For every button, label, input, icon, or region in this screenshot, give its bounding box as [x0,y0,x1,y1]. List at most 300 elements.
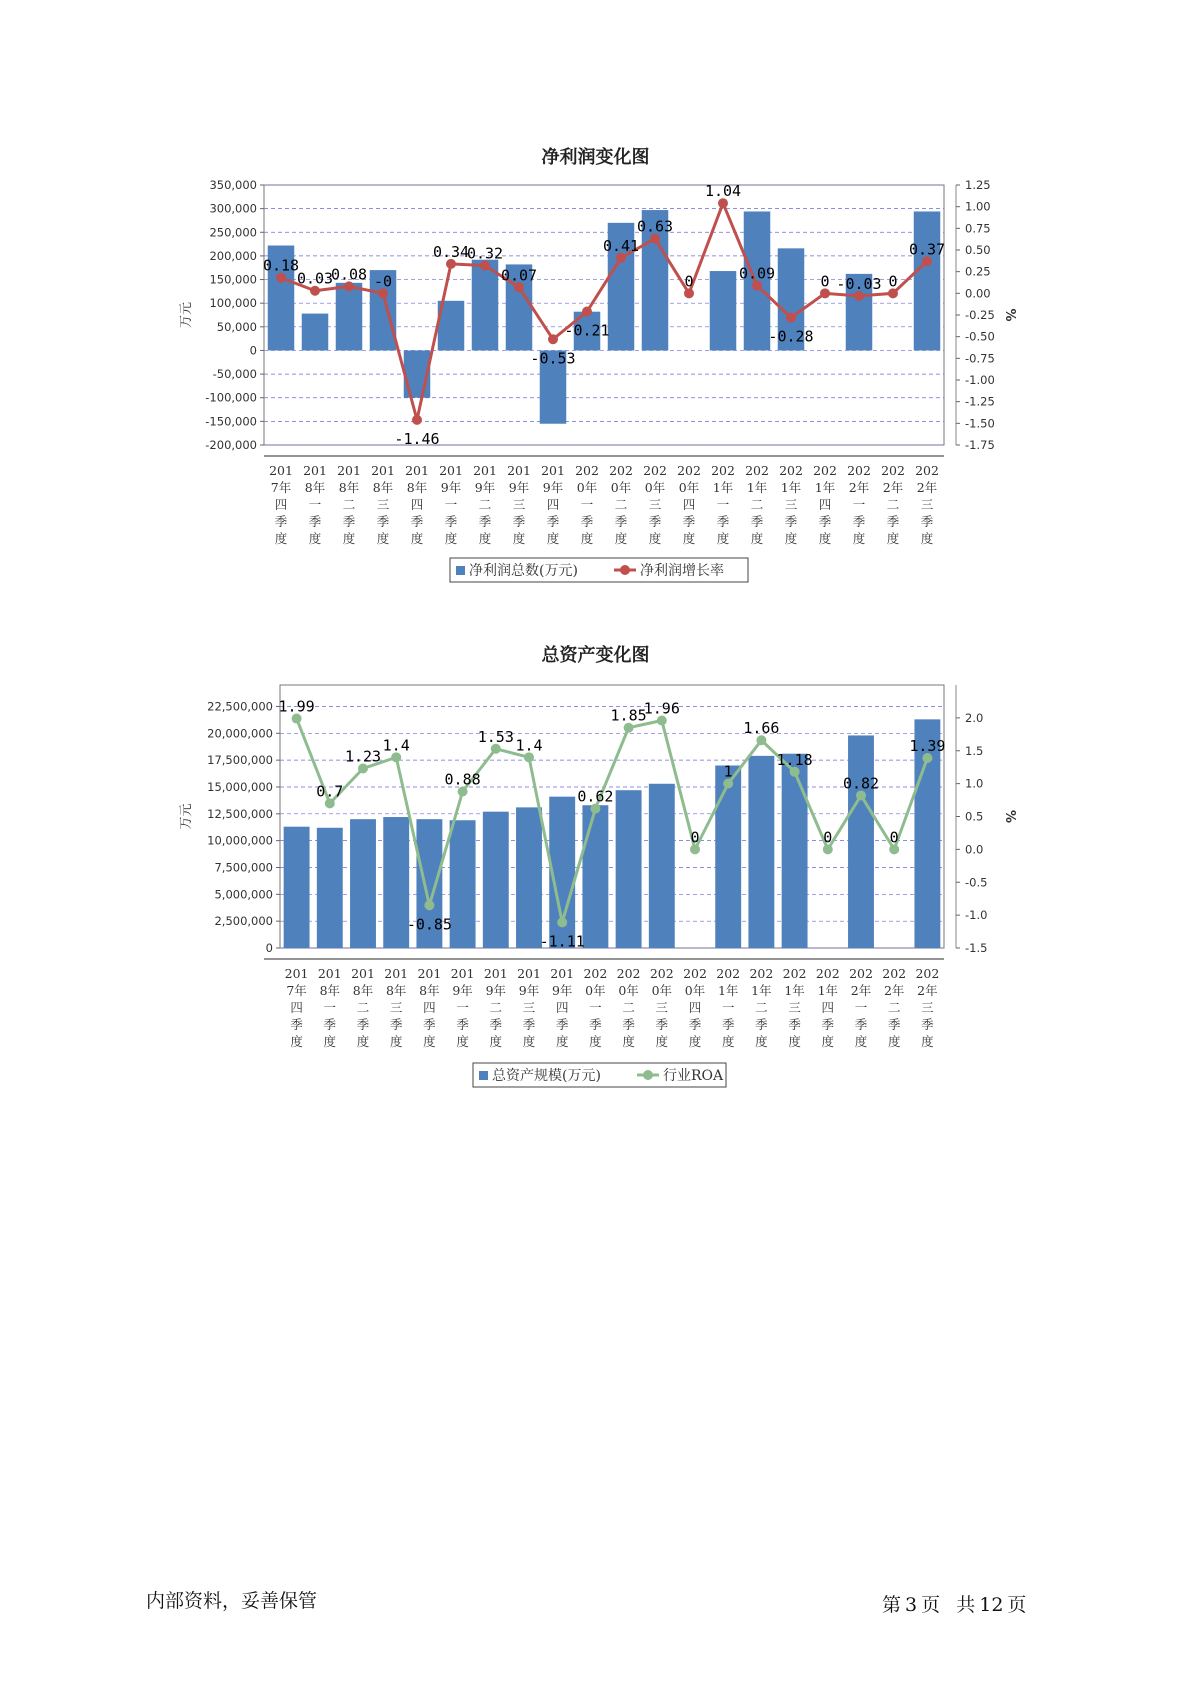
x-tick-label: 8年 [406,480,428,495]
x-tick-label: 201 [450,966,475,981]
legend-bar-label: 总资产规模(万元) [492,1068,601,1084]
page-prefix: 第 [882,1594,902,1616]
x-tick-label: 9年 [508,480,530,495]
x-tick-label: 202 [882,966,907,981]
data-label: 0.88 [444,770,481,789]
legend-bar-swatch [456,566,465,575]
x-tick-label: 0年 [684,983,706,998]
x-tick-label: 8年 [419,983,440,998]
x-tick-label: 9年 [551,983,573,998]
bar [483,812,509,948]
x-tick-label: 季 [489,1017,503,1032]
data-label: -0.28 [768,327,814,346]
y2-tick-label: 0.75 [965,221,991,236]
y2-tick-label: 1.0 [965,776,984,791]
data-label: -0.03 [836,274,882,293]
x-tick-label: 202 [847,463,871,478]
x-tick-label: 三 [784,497,798,512]
x-tick-label: 四 [821,1000,835,1015]
data-label: -0 [373,272,393,291]
data-label: 0.63 [636,217,674,236]
confidential-note: 内部资料，妥善保管 [146,1590,318,1612]
y-tick-label: 100,000 [209,296,257,311]
data-label: 0.34 [432,242,470,261]
x-tick-label: 201 [517,966,541,981]
x-tick-label: 季 [589,1017,602,1032]
data-label: 0.08 [330,265,368,284]
x-tick-label: 三 [920,497,934,512]
x-tick-label: 季 [750,514,764,529]
x-tick-label: 0年 [576,480,598,495]
x-tick-label: 度 [555,1034,569,1049]
x-tick-label: 7年 [270,480,292,495]
x-tick-label: 季 [716,514,730,529]
line-point [582,307,592,317]
bar [284,827,310,948]
bar [350,819,376,948]
x-tick-label: 二 [614,497,628,512]
x-tick-label: 四 [423,1000,436,1015]
data-label: 0 [820,272,830,291]
x-tick-label: 度 [444,531,458,546]
x-tick-label: 度 [688,1034,702,1049]
data-label: 1.4 [515,736,543,755]
data-label: 1.85 [610,706,647,725]
y-tick-label: 17,500,000 [207,753,273,768]
x-tick-label: 2年 [917,983,938,998]
x-tick-label: 度 [478,531,492,546]
data-label: 0 [684,272,694,291]
x-tick-label: 1年 [717,983,739,998]
data-label: -1.46 [394,429,440,448]
x-tick-label: 季 [356,1017,370,1032]
x-tick-label: 三 [921,1000,934,1015]
data-label: 0.07 [500,266,538,285]
bar [914,211,941,350]
total-prefix: 共 [956,1594,976,1616]
x-tick-label: 季 [682,514,696,529]
x-tick-label: 季 [308,514,322,529]
x-tick-label: 201 [384,966,409,981]
y-tick-label: -100,000 [205,390,257,405]
y2-tick-label: -1.0 [965,908,988,923]
x-tick-label: 0年 [644,480,666,495]
y2-tick-label: 0.25 [965,264,991,279]
x-tick-label: 季 [512,514,526,529]
x-tick-label: 1年 [712,480,734,495]
y2-tick-label: -1.5 [965,941,988,955]
x-tick-label: 202 [683,966,707,981]
y-tick-label: 300,000 [209,201,257,216]
y-tick-label: 7,500,000 [214,860,273,875]
y-axis-title: 万元 [179,803,194,830]
data-label: 0 [888,272,898,291]
x-tick-label: 度 [622,1034,635,1049]
x-tick-label: 9年 [485,983,507,998]
x-tick-label: 季 [688,1017,702,1032]
x-tick-label: 季 [522,1017,536,1032]
x-tick-label: 1年 [784,983,805,998]
y-tick-label: 200,000 [209,248,257,263]
x-tick-label: 度 [716,531,730,546]
x-tick-label: 度 [489,1034,503,1049]
x-tick-label: 季 [614,514,628,529]
x-tick-label: 四 [682,497,696,512]
x-tick-label: 四 [290,1000,303,1015]
x-tick-label: 度 [546,531,560,546]
x-tick-label: 9年 [518,983,540,998]
x-tick-label: 季 [456,1017,469,1032]
x-tick-label: 202 [716,966,741,981]
y2-tick-label: -0.50 [965,329,995,344]
x-tick-label: 202 [782,966,807,981]
x-tick-label: 202 [643,463,667,478]
x-tick-label: 三 [376,497,390,512]
x-tick-label: 季 [622,1017,635,1032]
x-tick-label: 三 [648,497,662,512]
x-tick-label: 8年 [372,480,394,495]
x-tick-label: 一 [308,497,322,512]
legend-line-label: 行业ROA [663,1068,724,1084]
x-tick-label: 9年 [474,480,496,495]
x-tick-label: 季 [920,514,934,529]
x-tick-label: 二 [750,497,764,512]
x-tick-label: 2年 [850,983,872,998]
data-label: 1.96 [643,699,680,718]
x-tick-label: 度 [920,531,934,546]
data-label: 1.99 [278,697,315,716]
x-tick-label: 三 [655,1000,669,1015]
data-label: -0.85 [406,915,452,934]
x-tick-label: 四 [555,1000,569,1015]
x-tick-label: 一 [456,1000,469,1015]
y-tick-label: -150,000 [205,414,257,429]
y2-tick-label: 1.00 [965,199,991,214]
y-tick-label: 20,000,000 [207,726,273,741]
y-tick-label: 15,000,000 [207,779,273,794]
x-tick-label: 201 [405,463,429,478]
x-tick-label: 202 [849,966,873,981]
y-tick-label: 12,500,000 [207,806,273,821]
x-tick-label: 季 [887,1017,901,1032]
x-tick-label: 8年 [352,983,374,998]
data-label: 0.03 [296,269,334,288]
y-tick-label: 150,000 [209,272,257,287]
bar [582,805,608,948]
x-tick-label: 季 [821,1017,835,1032]
y-axis-title: 万元 [179,301,194,329]
total-unit: 页 [1007,1594,1027,1616]
x-tick-label: 度 [342,531,356,546]
x-tick-label: 度 [784,531,798,546]
x-tick-label: 201 [439,463,463,478]
x-tick-label: 季 [478,514,492,529]
x-tick-label: 2年 [848,480,870,495]
data-label: 1.04 [704,182,742,201]
data-label: 0 [889,828,899,847]
y2-axis-title: % [1002,809,1017,824]
x-tick-label: 202 [583,966,608,981]
x-tick-label: 2年 [883,983,905,998]
data-label: 0.41 [602,236,640,255]
line-point [786,313,796,323]
x-tick-label: 度 [755,1034,768,1049]
y2-tick-label: -0.25 [965,308,995,322]
x-tick-label: 8年 [304,480,326,495]
legend-line-marker [620,565,630,575]
y2-tick-label: 0.00 [965,286,991,301]
x-tick-label: 202 [711,463,735,478]
x-tick-label: 季 [784,514,798,529]
x-tick-label: 度 [614,531,628,546]
data-label: 1.53 [477,727,514,746]
x-tick-label: 度 [522,1034,536,1049]
x-tick-label: 度 [854,1034,868,1049]
x-tick-label: 202 [779,463,803,478]
x-tick-label: 度 [274,531,288,546]
line-point [548,334,558,344]
x-tick-label: 201 [473,463,497,478]
x-tick-label: 7年 [286,983,307,998]
line-point [557,917,567,927]
y-tick-label: 10,000,000 [207,833,273,848]
y2-tick-label: 2.0 [965,710,984,725]
y2-tick-label: 0.0 [965,842,984,857]
bar [317,828,343,948]
y2-tick-label: 0.5 [965,809,984,824]
x-tick-label: 二 [489,1000,503,1015]
x-tick-label: 三 [512,497,526,512]
y-tick-label: 0 [249,343,257,358]
x-tick-label: 度 [323,1034,337,1049]
x-tick-label: 三 [389,1000,403,1015]
y2-tick-label: -0.75 [965,351,995,366]
line-point [412,415,422,425]
data-label: 1.23 [344,747,382,766]
page-indicator [880,1590,1028,1617]
data-label: 0 [690,828,700,847]
x-tick-label: 202 [609,463,633,478]
x-tick-label: 1年 [746,480,768,495]
x-tick-label: 二 [622,1000,635,1015]
x-tick-label: 8年 [319,983,341,998]
x-tick-label: 季 [818,514,832,529]
bar [748,756,774,948]
y-tick-label: 250,000 [209,225,257,240]
x-tick-label: 季 [323,1017,337,1032]
data-label: 1.66 [743,719,780,738]
x-tick-label: 201 [483,966,508,981]
x-tick-label: 季 [376,514,390,529]
y2-tick-label: -0.5 [965,875,988,890]
legend-bar-label: 净利润总数(万元) [469,563,578,579]
x-tick-label: 度 [356,1034,370,1049]
x-tick-label: 一 [589,1000,602,1015]
x-tick-label: 季 [342,514,356,529]
x-tick-label: 度 [410,531,424,546]
data-label: 1.39 [909,736,946,755]
legend-line-label: 净利润增长率 [640,563,724,579]
x-tick-label: 度 [682,531,696,546]
x-tick-label: 季 [854,1017,868,1032]
x-tick-label: 0年 [678,480,700,495]
x-tick-label: 201 [317,966,342,981]
x-tick-label: 二 [887,1000,901,1015]
x-tick-label: 度 [389,1034,403,1049]
bar [715,766,741,948]
y2-axis-title: % [1002,308,1017,322]
x-tick-label: 度 [512,531,526,546]
x-tick-label: 度 [852,531,866,546]
data-label: -0.21 [564,321,610,340]
x-tick-label: 202 [616,966,641,981]
x-tick-label: 一 [852,497,866,512]
x-tick-label: 2年 [882,480,904,495]
x-tick-label: 季 [921,1017,934,1032]
x-tick-label: 季 [755,1017,768,1032]
y-tick-label: 22,500,000 [207,699,273,714]
bar [516,807,542,948]
x-tick-label: 季 [886,514,900,529]
x-tick-label: 度 [376,531,390,546]
x-tick-label: 季 [555,1017,569,1032]
x-tick-label: 度 [721,1034,735,1049]
bar [848,735,874,948]
data-label: 0.32 [466,244,504,263]
x-tick-label: 二 [356,1000,370,1015]
y-tick-label: 50,000 [216,319,257,334]
page-total: 12 [979,1594,1004,1616]
y2-tick-label: -1.50 [965,416,995,431]
x-tick-label: 201 [351,966,375,981]
data-label: 0.7 [316,782,344,801]
x-tick-label: 二 [886,497,900,512]
x-tick-label: 季 [423,1017,436,1032]
y-tick-label: 0 [265,941,273,955]
x-tick-label: 一 [580,497,594,512]
x-tick-label: 三 [788,1000,801,1015]
x-tick-label: 0年 [585,983,606,998]
y-tick-label: -200,000 [205,438,257,452]
data-label: 0.82 [842,774,880,793]
x-tick-label: 四 [546,497,560,512]
x-tick-label: 202 [813,463,837,478]
x-tick-label: 0年 [610,480,632,495]
x-tick-label: 201 [337,463,361,478]
x-tick-label: 季 [389,1017,403,1032]
x-tick-label: 202 [815,966,840,981]
x-tick-label: 9年 [542,480,564,495]
x-tick-label: 202 [745,463,769,478]
x-tick-label: 201 [417,966,442,981]
y2-tick-label: -1.25 [965,394,995,409]
x-tick-label: 季 [648,514,662,529]
x-tick-label: 8年 [385,983,407,998]
x-tick-label: 四 [410,497,424,512]
x-tick-label: 1年 [817,983,839,998]
data-label: 0.62 [577,787,614,806]
x-tick-label: 季 [852,514,866,529]
legend-bar-swatch [479,1071,488,1080]
x-tick-label: 0年 [618,983,639,998]
x-tick-label: 度 [648,531,662,546]
x-tick-label: 202 [915,966,940,981]
bar [383,817,409,948]
x-tick-label: 季 [721,1017,735,1032]
total-assets-chart [0,675,1191,1115]
x-tick-label: 度 [750,531,764,546]
x-tick-label: 9年 [452,983,473,998]
x-tick-label: 度 [887,1034,901,1049]
bar [649,784,675,948]
x-tick-label: 度 [423,1034,436,1049]
data-label: 0.09 [738,264,776,283]
bar [336,283,363,351]
x-tick-label: 2年 [916,480,938,495]
x-tick-label: 季 [274,514,288,529]
x-tick-label: 度 [308,531,322,546]
x-tick-label: 三 [522,1000,536,1015]
x-tick-label: 二 [755,1000,768,1015]
x-tick-label: 二 [478,497,492,512]
chart1-title: 净利润变化图 [541,147,650,168]
bar [616,790,642,948]
x-tick-label: 度 [290,1034,303,1049]
bar [302,314,329,351]
bar [450,820,476,948]
x-tick-label: 201 [269,463,293,478]
x-tick-label: 201 [541,463,565,478]
bar [472,260,499,351]
data-label: 0.37 [908,240,946,259]
x-tick-label: 201 [284,966,309,981]
x-tick-label: 一 [444,497,458,512]
x-tick-label: 季 [444,514,458,529]
x-tick-label: 季 [655,1017,669,1032]
data-label: -0.53 [530,349,576,368]
y2-tick-label: -1.00 [965,373,995,387]
x-tick-label: 季 [410,514,424,529]
data-label: 1.18 [776,750,813,769]
x-tick-label: 度 [818,531,832,546]
x-tick-label: 0年 [651,983,673,998]
x-tick-label: 1年 [751,983,772,998]
data-label: 0.18 [262,256,300,275]
y2-tick-label: 1.5 [965,743,984,758]
chart2-title: 总资产变化图 [541,645,650,666]
x-tick-label: 一 [721,1000,735,1015]
x-tick-label: 9年 [440,480,462,495]
data-label: -1.11 [539,932,585,951]
x-tick-label: 一 [323,1000,337,1015]
x-tick-label: 度 [821,1034,835,1049]
y2-tick-label: 0.50 [965,243,991,257]
x-tick-label: 度 [886,531,900,546]
x-tick-label: 二 [342,497,356,512]
x-tick-label: 季 [788,1017,801,1032]
x-tick-label: 1年 [814,480,836,495]
x-tick-label: 度 [589,1034,602,1049]
data-label: 0 [823,828,833,847]
x-tick-label: 度 [580,531,594,546]
page-unit: 页 [921,1594,941,1616]
x-tick-label: 201 [550,966,575,981]
data-label: 1.4 [382,736,410,755]
x-tick-label: 季 [546,514,560,529]
x-tick-label: 202 [649,966,674,981]
legend-line-marker [643,1070,653,1080]
y-tick-label: 5,000,000 [214,887,273,902]
